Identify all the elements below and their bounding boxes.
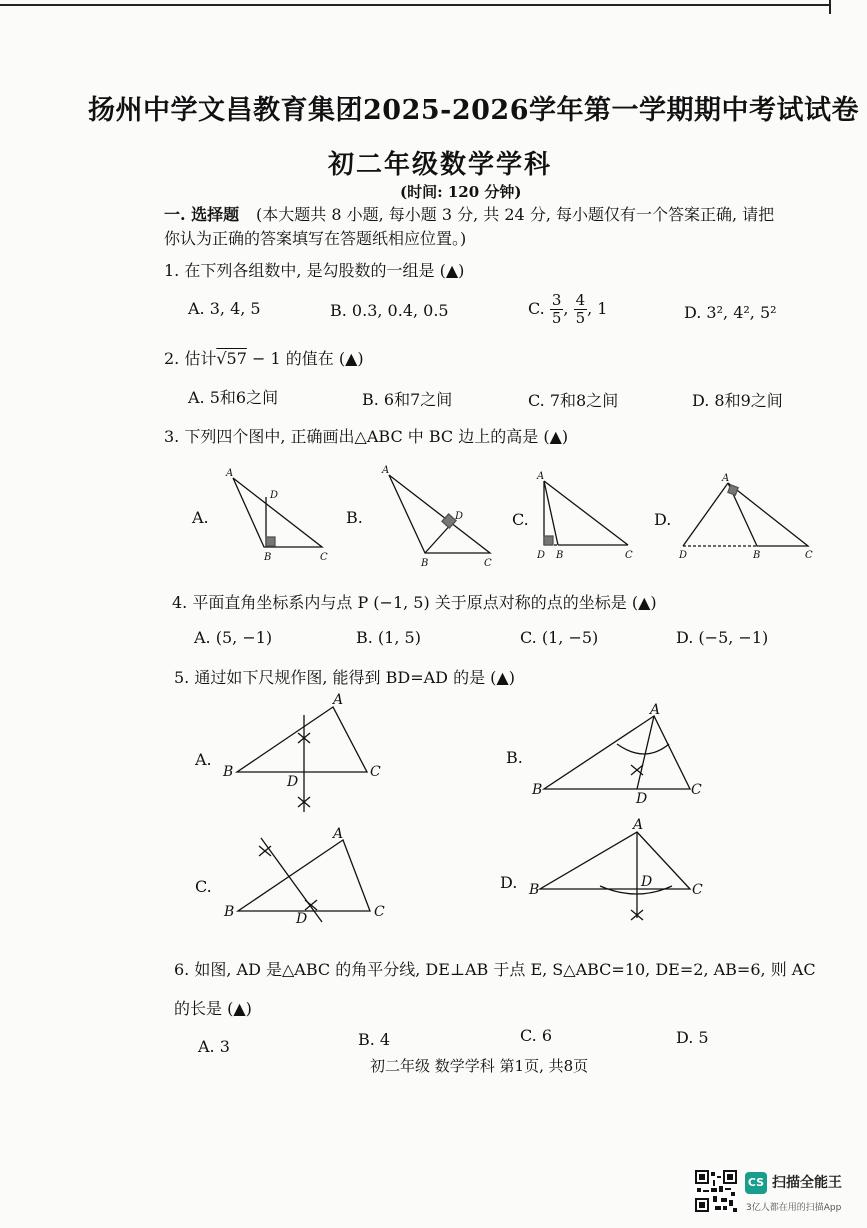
q3b-label-b: B <box>421 558 429 569</box>
q3a-label-c: C <box>320 552 328 563</box>
q5b-label-b: B <box>532 782 543 798</box>
q3-stem: 3. 下列四个图中, 正确画出△ABC 中 BC 边上的高是 (▲) <box>164 427 569 446</box>
q3-figure-a <box>233 478 322 547</box>
q5d-label-d: D <box>641 874 653 890</box>
q5a-label-a: A <box>333 692 344 708</box>
q5b-label-c: C <box>691 782 702 798</box>
q5-figure-b <box>544 716 690 789</box>
q5-figure-d <box>540 832 690 920</box>
q1-stem: 1. 在下列各组数中, 是勾股数的一组是 (▲) <box>164 261 465 280</box>
q6-option-b: B. 4 <box>358 1030 391 1049</box>
q4-option-d: D. (−5, −1) <box>676 628 769 647</box>
q1-option-b: B. 0.3, 0.4, 0.5 <box>330 301 449 320</box>
q2-option-d: D. 8和9之间 <box>692 391 783 410</box>
q5d-label-a: A <box>633 817 644 833</box>
q4-option-b: B. (1, 5) <box>356 628 421 647</box>
q5c-label-d: D <box>296 911 308 927</box>
exam-subtitle: 初二年级数学学科 <box>328 150 553 180</box>
section-intro-line1: (本大题共 8 小题, 每小题 3 分, 共 24 分, 每小题仅有一个答案正确, 请把 <box>256 205 775 224</box>
q5-option-d: D. <box>500 873 518 892</box>
q3d-label-c: C <box>805 550 813 561</box>
q3b-label-d: D <box>455 511 464 522</box>
q3-figure-d <box>683 483 808 546</box>
q6-option-a: A. 3 <box>198 1037 230 1056</box>
q3c-label-b: B <box>556 550 564 561</box>
q5c-label-c: C <box>374 904 385 920</box>
q3c-label-a: A <box>537 471 545 482</box>
q3d-label-a: A <box>722 473 730 484</box>
q3c-label-d: D <box>537 550 546 561</box>
q4-option-a: A. (5, −1) <box>194 628 273 647</box>
q2-option-a: A. 5和6之间 <box>188 388 279 407</box>
q3-figure-b <box>389 475 490 553</box>
q6-stem-line2: 的长是 (▲) <box>174 999 252 1018</box>
q3-option-d: D. <box>654 510 672 529</box>
q5a-label-c: C <box>370 764 381 780</box>
scanner-logo-icon: CS <box>745 1172 767 1194</box>
q6-option-c: C. 6 <box>520 1026 553 1045</box>
q3-option-c: C. <box>512 510 529 529</box>
q6-option-d: D. 5 <box>676 1028 709 1047</box>
q5c-label-b: B <box>224 904 235 920</box>
q3b-label-a: A <box>382 465 390 476</box>
scanner-tagline: 3亿人都在用的扫描App <box>746 1203 842 1213</box>
q4-option-c: C. (1, −5) <box>520 628 599 647</box>
q2-sqrt: √57 <box>216 349 247 368</box>
q5-figure-c <box>238 838 370 922</box>
q2-option-c: C. 7和8之间 <box>528 391 619 410</box>
q5d-label-c: C <box>692 882 703 898</box>
q3a-label-d: D <box>270 490 279 501</box>
q5c-label-a: A <box>333 826 344 842</box>
q5-option-a: A. <box>195 750 212 769</box>
q5a-label-b: B <box>223 764 234 780</box>
q1-option-c-label: C. <box>528 299 545 318</box>
q5-figure-a <box>237 707 367 812</box>
q3b-label-c: C <box>484 558 492 569</box>
q1-option-a: A. 3, 4, 5 <box>188 299 261 318</box>
q2-stem: 2. 估计√57 − 1 的值在 (▲) <box>164 349 364 368</box>
q3c-label-c: C <box>625 550 633 561</box>
exam-title: 扬州中学文昌教育集团2025-2026学年第一学期期中考试试卷 <box>88 95 859 126</box>
q3-figure-c <box>544 481 628 545</box>
q5b-label-a: A <box>650 702 661 718</box>
q1-option-c: C. $\frac{3}{5}$ , $\frac{4}{5}$ , 1 <box>528 291 608 327</box>
q5a-label-d: D <box>287 774 299 790</box>
q3-option-b: B. <box>346 508 363 527</box>
q1-fraction-1: $\frac{3}{5}$ <box>551 291 562 327</box>
q3d-label-b: B <box>753 550 761 561</box>
page-footer: 初二年级 数学学科 第1页, 共8页 <box>370 1057 589 1075</box>
section-heading: 一. 选择题 <box>164 205 240 224</box>
q5b-label-d: D <box>636 791 648 807</box>
q3d-label-d: D <box>679 550 688 561</box>
section-intro-line2: 你认为正确的答案填写在答题纸相应位置。) <box>164 229 467 248</box>
q6-stem-line1: 6. 如图, AD 是△ABC 的角平分线, DE⊥AB 于点 E, S△ABC=10, DE=2, AB=6, 则 AC <box>174 960 816 979</box>
q3a-label-b: B <box>264 552 272 563</box>
q1-option-d: D. 3², 4², 5² <box>684 303 777 322</box>
exam-time: (时间: 120 分钟) <box>400 183 522 201</box>
q3-option-a: A. <box>192 508 209 527</box>
q2-option-b: B. 6和7之间 <box>362 390 453 409</box>
qr-code-icon <box>695 1170 737 1212</box>
scanner-brand-name: 扫描全能王 <box>772 1175 842 1191</box>
q5-option-c: C. <box>195 877 212 896</box>
q1-fraction-2: $\frac{4}{5}$ <box>575 291 586 327</box>
q3a-label-a: A <box>226 468 234 479</box>
q4-stem: 4. 平面直角坐标系内与点 P (−1, 5) 关于原点对称的点的坐标是 (▲) <box>172 593 657 612</box>
q5-option-b: B. <box>506 748 523 767</box>
q5-stem: 5. 通过如下尺规作图, 能得到 BD=AD 的是 (▲) <box>174 668 515 687</box>
q5d-label-b: B <box>529 882 540 898</box>
